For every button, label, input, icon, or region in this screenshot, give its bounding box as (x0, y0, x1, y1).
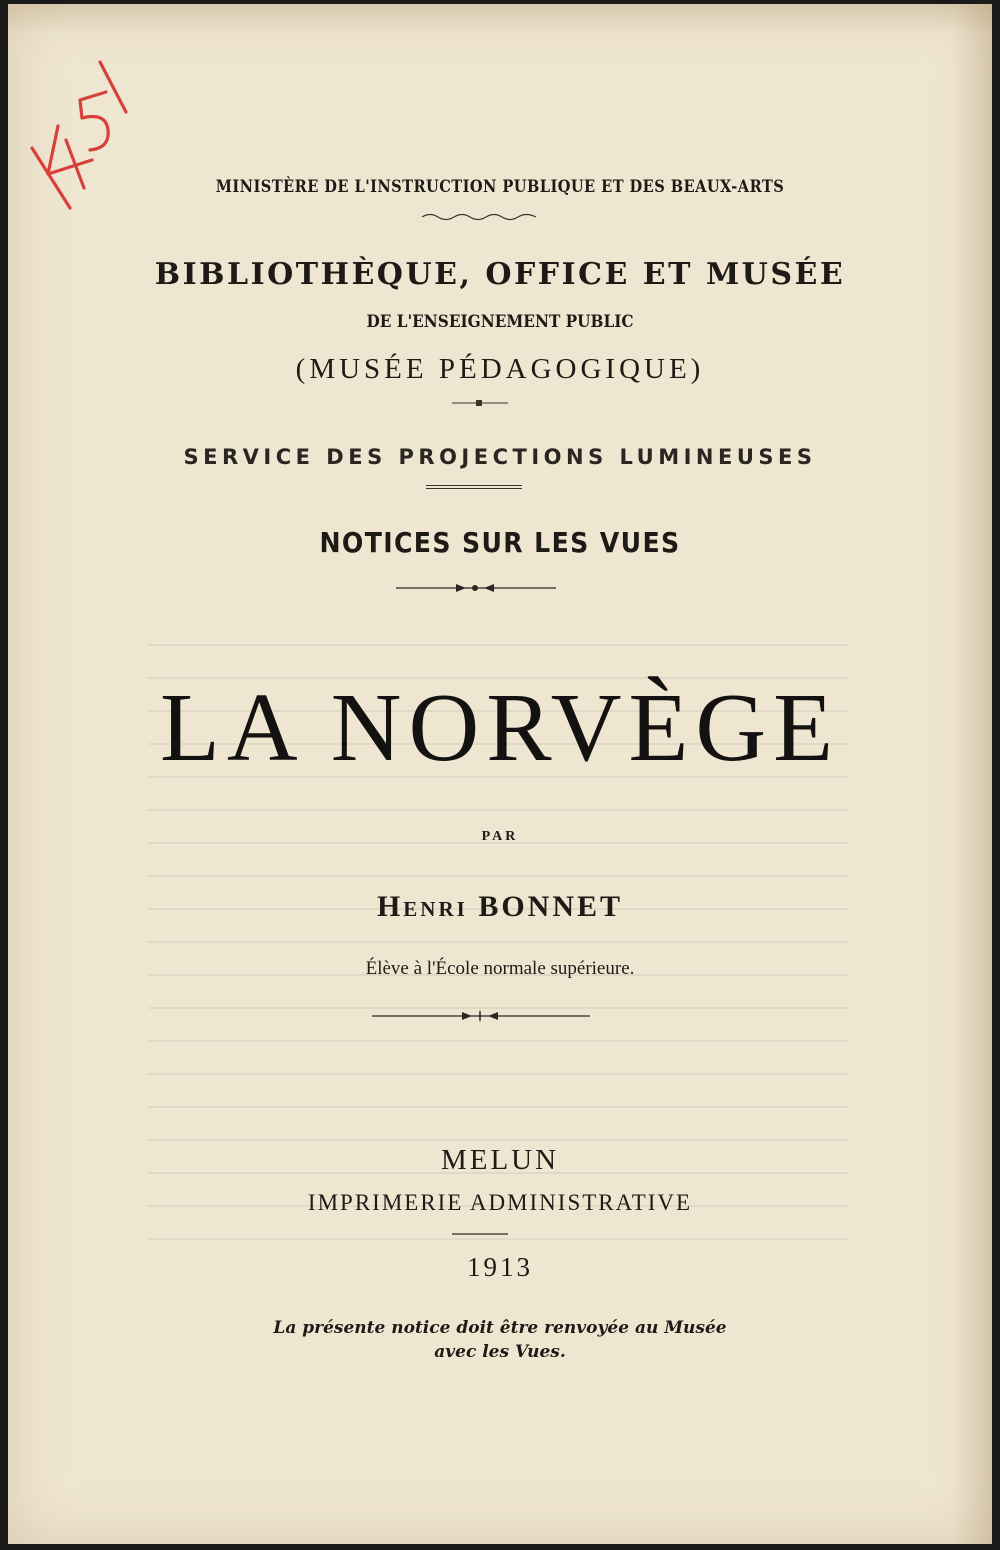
service-heading: SERVICE DES PROJECTIONS LUMINEUSES (183, 445, 817, 469)
short-rule (452, 1232, 508, 1236)
document-page (8, 4, 992, 1544)
long-rule-ornament (370, 1010, 592, 1022)
author-name: Henri BONNET (376, 890, 624, 923)
byline-par: PAR (481, 829, 519, 844)
arrow-rule-ornament (394, 582, 558, 594)
paper-aging-top (8, 4, 992, 34)
wavy-rule-ornament (420, 212, 540, 222)
imprint-year: 1913 (467, 1252, 533, 1282)
imprint-city: MELUN (440, 1144, 560, 1176)
double-rule (426, 484, 522, 490)
institution-heading: BIBLIOTHÈQUE, OFFICE ET MUSÉE (154, 257, 846, 292)
series-heading: NOTICES SUR LES VUES (319, 526, 681, 559)
ministry-heading: MINISTÈRE DE L'INSTRUCTION PUBLIQUE ET DES BEAUX-ARTS (215, 177, 785, 197)
imprint-printer: IMPRIMERIE ADMINISTRATIVE (307, 1190, 693, 1215)
return-notice-line-2: avec les Vues. (434, 1342, 566, 1362)
small-rule-ornament (450, 398, 510, 408)
author-affiliation: Élève à l'École normale supérieure. (365, 958, 635, 979)
museum-heading: (MUSÉE PÉDAGOGIQUE) (295, 353, 705, 385)
document-title: LA NORVÈGE (159, 674, 841, 782)
return-notice-line-1: La présente notice doit être renvoyée au Musée (273, 1318, 727, 1338)
institution-subheading: DE L'ENSEIGNEMENT PUBLIC (366, 312, 634, 332)
